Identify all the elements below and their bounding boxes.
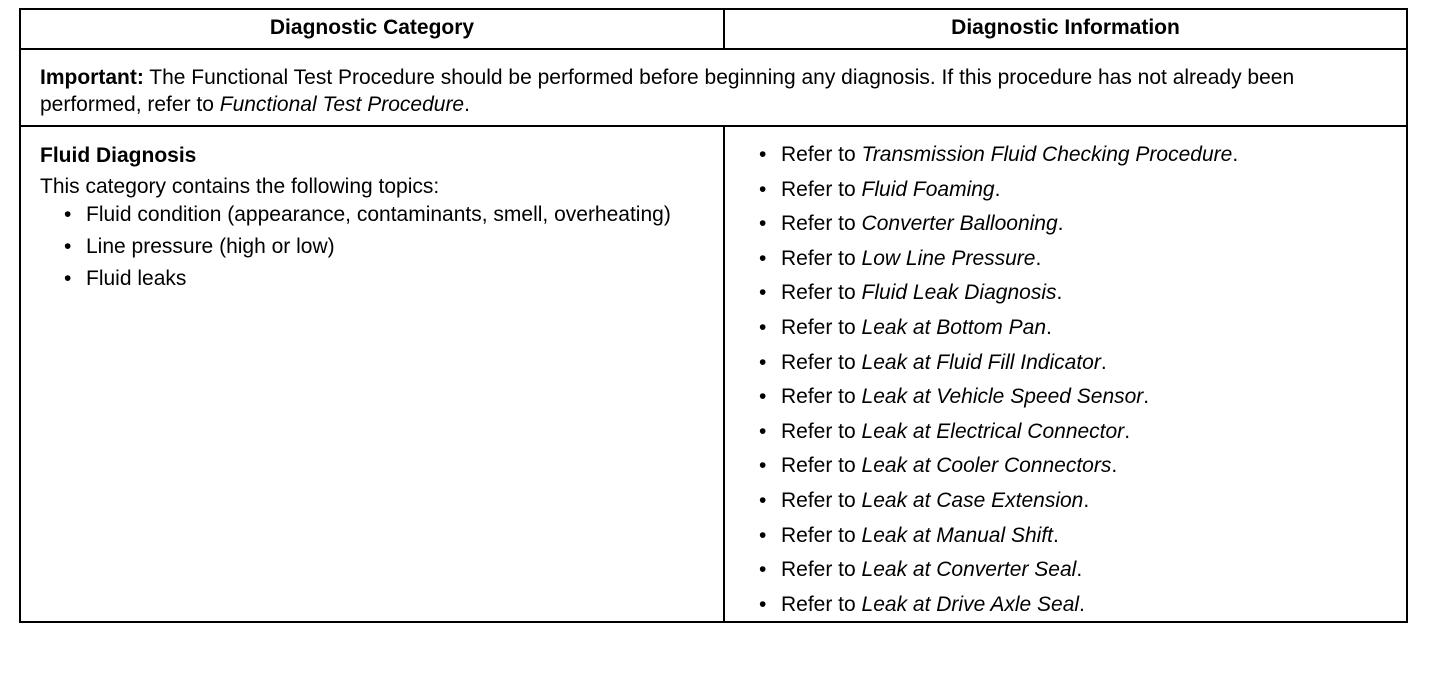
refer-to-prefix: Refer to (781, 350, 862, 374)
refer-to-prefix: Refer to (781, 177, 862, 201)
reference-title: Leak at Converter Seal (861, 558, 1077, 582)
reference-title: Leak at Vehicle Speed Sensor (861, 385, 1144, 409)
refer-to-prefix: Refer to (781, 523, 862, 547)
important-rule (21, 125, 1406, 127)
topic-item: • Fluid leaks (64, 268, 700, 290)
topic-list (40, 204, 700, 290)
information-item (759, 281, 1238, 316)
refer-to-prefix: Refer to (781, 558, 862, 582)
refer-to-prefix: Refer to (781, 246, 862, 270)
information-item (759, 351, 1238, 386)
reference-period: . (1035, 246, 1042, 270)
information-item (759, 143, 1238, 178)
reference-period: . (1100, 350, 1107, 374)
important-end: . (464, 93, 470, 116)
reference-period: . (1046, 315, 1052, 339)
refer-to-prefix: Refer to (781, 143, 862, 166)
refer-to-prefix: Refer to (781, 315, 862, 339)
reference-title: Leak at Drive Axle Seal (861, 592, 1080, 616)
column-divider-body (723, 126, 725, 621)
reference-period: . (994, 177, 1001, 201)
category-cell (40, 142, 700, 300)
reference-period: . (1079, 592, 1085, 616)
reference-period: . (1124, 419, 1131, 443)
reference-title: Converter Ballooning (861, 212, 1058, 236)
reference-title: Fluid Foaming (861, 177, 995, 201)
refer-to-prefix: Refer to (781, 454, 862, 478)
important-note (40, 64, 1388, 118)
functional-test-procedure-ref: Functional Test Procedure (219, 93, 465, 116)
reference-title: Leak at Case Extension (861, 488, 1084, 512)
reference-title: Leak at Manual Shift (861, 523, 1053, 547)
reference-period: . (1076, 558, 1083, 582)
refer-to-prefix: Refer to (781, 385, 862, 409)
information-list (759, 143, 1238, 627)
reference-title: Low Line Pressure (861, 246, 1036, 270)
reference-title: Leak at Electrical Connector (861, 419, 1125, 443)
header-diagnostic-information: Diagnostic Information (951, 16, 1180, 39)
information-item (759, 593, 1238, 628)
important-text: The Functional Test Procedure should be performed before beginning any diagnosis. If this procedure has not already been performed, refer to (40, 66, 1295, 116)
refer-to-prefix: Refer to (781, 488, 862, 512)
information-item (759, 178, 1238, 213)
reference-title: Fluid Leak Diagnosis (861, 281, 1057, 305)
topic-item: • Fluid condition (appearance, contaminants, smell, overheating) (64, 204, 700, 226)
reference-period: . (1232, 143, 1239, 166)
information-item (759, 212, 1238, 247)
reference-period: . (1111, 454, 1118, 478)
information-item (759, 489, 1238, 524)
diagnostic-table (19, 8, 1408, 623)
reference-title: Leak at Bottom Pan (861, 315, 1046, 339)
category-title: Fluid Diagnosis (40, 144, 197, 167)
information-item (759, 247, 1238, 282)
reference-title: Leak at Fluid Fill Indicator (861, 350, 1101, 374)
reference-period: . (1053, 523, 1059, 547)
important-label: Important: (40, 66, 144, 89)
reference-period: . (1057, 212, 1064, 236)
header-diagnostic-category: Diagnostic Category (269, 16, 475, 39)
refer-to-prefix: Refer to (781, 212, 862, 236)
information-item (759, 420, 1238, 455)
category-intro: This category contains the following topics: (40, 175, 440, 198)
refer-to-prefix: Refer to (781, 281, 862, 305)
information-item (759, 385, 1238, 420)
header-rule (21, 48, 1406, 50)
information-item (759, 558, 1238, 593)
reference-period: . (1143, 385, 1150, 409)
information-item (759, 316, 1238, 351)
refer-to-prefix: Refer to (781, 419, 862, 443)
information-item (759, 524, 1238, 559)
reference-period: . (1056, 281, 1063, 305)
refer-to-prefix: Refer to (781, 592, 862, 616)
information-item (759, 454, 1238, 489)
reference-title: Transmission Fluid Checking Procedure (861, 143, 1233, 166)
reference-period: . (1083, 488, 1090, 512)
topic-item: • Line pressure (high or low) (64, 236, 700, 258)
reference-title: Leak at Cooler Connectors (861, 454, 1112, 478)
